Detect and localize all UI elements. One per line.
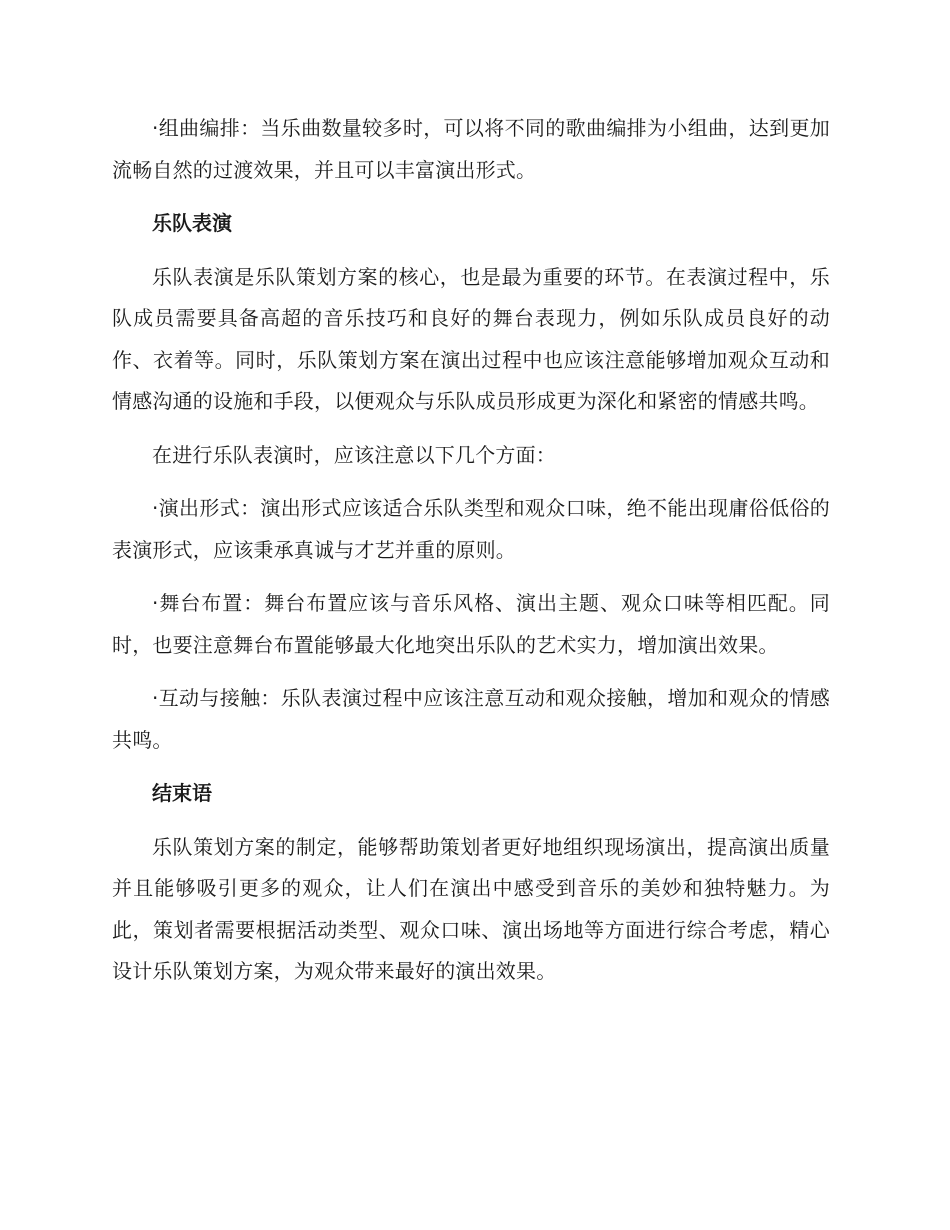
paragraph-aspects-intro: 在进行乐队表演时，应该注意以下几个方面： <box>152 442 556 467</box>
paragraph-conclusion: 乐队策划方案的制定，能够帮助策划者更好地组织现场演出，提高演出质量并且能够吸引更多的观众，让人们在演出中感受到音乐的美妙和独特魅力。为此，策划者需要根据活动类型、观众口味、演出场地等方面进行综合考虑，精心设计乐队策划方案，为观众带来最好的演出效果。 <box>112 834 830 983</box>
heading-conclusion: 结束语 <box>152 781 212 805</box>
document-page <box>112 108 830 993</box>
paragraph-band-core: 乐队表演是乐队策划方案的核心，也是最为重要的环节。在表演过程中，乐队成员需要具备高超的音乐技巧和良好的舞台表现力，例如乐队成员良好的动作、衣着等。同时，乐队策划方案在演出过程中也应该注意能够增加观众互动和情感沟通的设施和手段，以便观众与乐队成员形成更为深化和紧密的情感共鸣。 <box>112 264 830 413</box>
paragraph-interaction: ·互动与接触：乐队表演过程中应该注意互动和观众接触，增加和观众的情感共鸣。 <box>112 686 830 752</box>
paragraph-stage-setup: ·舞台布置：舞台布置应该与音乐风格、演出主题、观众口味等相匹配。同时，也要注意舞台布置能够最大化地突出乐队的艺术实力，增加演出效果。 <box>112 591 830 657</box>
paragraph-medley: ·组曲编排：当乐曲数量较多时，可以将不同的歌曲编排为小组曲，达到更加流畅自然的过渡效果，并且可以丰富演出形式。 <box>112 116 830 182</box>
paragraph-performance-form: ·演出形式：演出形式应该适合乐队类型和观众口味，绝不能出现庸俗低俗的表演形式，应该秉承真诚与才艺并重的原则。 <box>112 496 830 562</box>
heading-band-performance: 乐队表演 <box>152 211 232 235</box>
